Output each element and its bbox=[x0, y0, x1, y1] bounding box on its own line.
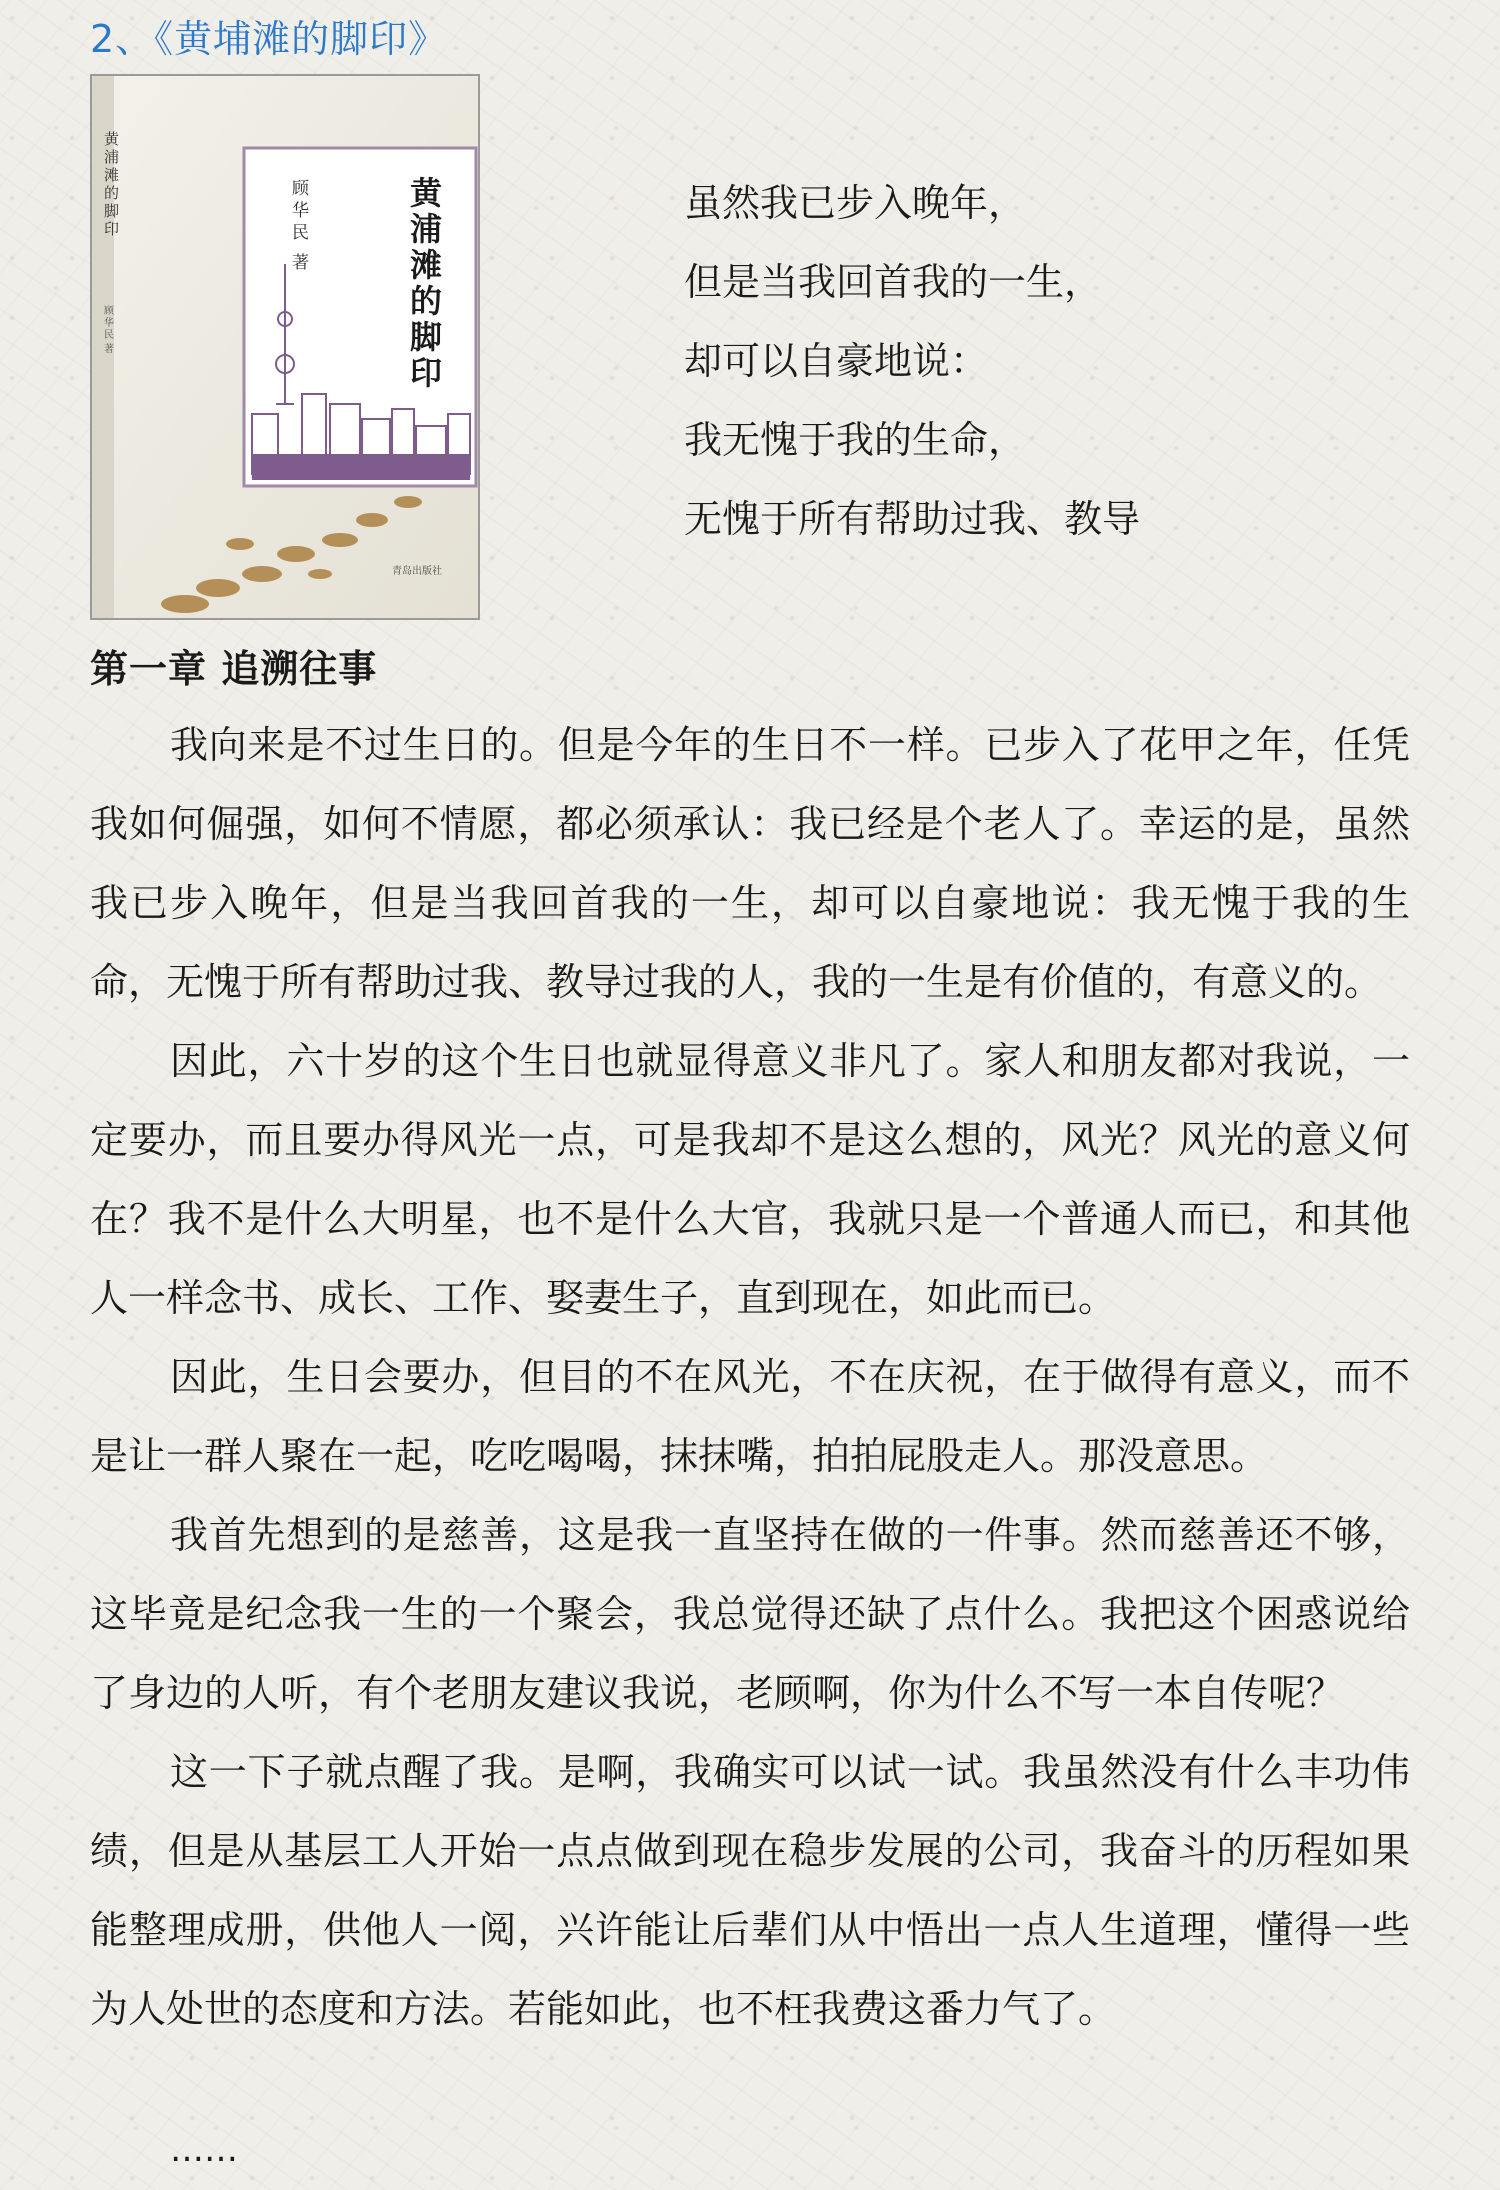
paragraph: 我首先想到的是慈善，这是我一直坚持在做的一件事。然而慈善还不够，这毕竟是纪念我一生的一个聚会，我总觉得还缺了点什么。我把这个困惑说给了身边的人听，有个老朋友建议我说，老顾啊，你为什么不写一本自传呢？ bbox=[90, 1513, 1410, 1715]
cover-side-title: 黄浦滩的脚印 bbox=[104, 130, 120, 238]
paragraph: 这一下子就点醒了我。是啊，我确实可以试一试。我虽然没有什么丰功伟绩，但是从基层工人开始一点点做到现在稳步发展的公司，我奋斗的历程如果能整理成册，供他人一阅，兴许能让后辈们从中悟出一点人生道理，懂得一些为人处世的态度和方法。若能如此，也不枉我费这番力气了。 bbox=[90, 1750, 1410, 2031]
book-cover-image bbox=[90, 74, 480, 620]
svg-text:顾华民著: 顾华民著 bbox=[292, 179, 309, 273]
ellipsis: …… bbox=[170, 2130, 238, 2170]
chapter-body bbox=[90, 706, 1410, 2049]
poem-line: 无愧于所有帮助过我、教导 bbox=[684, 497, 1141, 541]
paragraph: 因此，生日会要办，但目的不在风光，不在庆祝，在于做得有意义，而不是让一群人聚在一起，吃吃喝喝，抹抹嘴，拍拍屁股走人。那没意思。 bbox=[90, 1355, 1410, 1478]
poem-line: 虽然我已步入晚年， bbox=[684, 181, 1027, 225]
paragraph: 因此，六十岁的这个生日也就显得意义非凡了。家人和朋友都对我说，一定要办，而且要办得风光一点，可是我却不是这么想的，风光？风光的意义何在？我不是什么大明星，也不是什么大官，我就只是一个普通人而已，和其他人一样念书、成长、工作、娶妻生子，直到现在，如此而已。 bbox=[90, 1039, 1410, 1320]
paragraph: 我向来是不过生日的。但是今年的生日不一样。已步入了花甲之年，任凭我如何倔强，如何不情愿，都必须承认：我已经是个老人了。幸运的是，虽然我已步入晚年，但是当我回首我的一生，却可以自豪地说：我无愧于我的生命，无愧于所有帮助过我、教导过我的人，我的一生是有价值的，有意义的。 bbox=[90, 723, 1410, 1004]
cover-publisher: 青岛出版社 bbox=[392, 566, 442, 577]
poem-line: 但是当我回首我的一生， bbox=[684, 260, 1103, 304]
section-heading: 2、《黄埔滩的脚印》 bbox=[90, 17, 448, 61]
poem-line: 却可以自豪地说： bbox=[684, 339, 989, 383]
poem-line: 我无愧于我的生命， bbox=[684, 418, 1027, 462]
chapter-title: 第一章 追溯往事 bbox=[90, 647, 378, 691]
svg-text:黄浦滩的脚印: 黄浦滩的脚印 bbox=[410, 174, 443, 392]
svg-text:顾华民著: 顾华民著 bbox=[104, 306, 114, 355]
poem-excerpt bbox=[684, 164, 1140, 559]
